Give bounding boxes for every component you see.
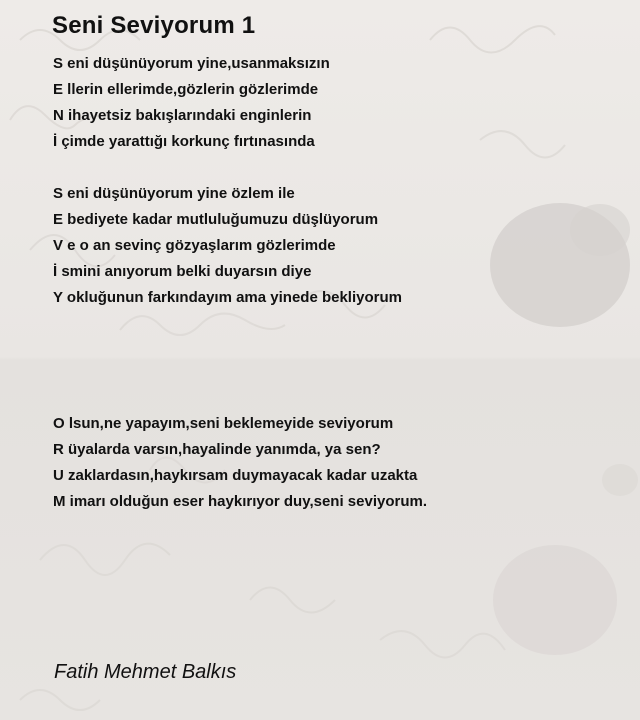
poem-line: R üyalarda varsın,hayalinde yanımda, ya sen? (53, 441, 381, 458)
poem-line: M imarı olduğun eser haykırıyor duy,seni seviyorum. (53, 493, 428, 510)
poem-line: E llerin ellerimde,gözlerin gözlerimde (53, 81, 319, 98)
poem-author: Fatih Mehmet Balkıs (54, 661, 237, 683)
poem-line: İ çimde yarattığı korkunç fırtınasında (53, 133, 315, 150)
poem-line: N ihayetsiz bakışlarındaki enginlerin (53, 107, 312, 124)
poem-line: U zaklardasın,haykırsam duymayacak kadar uzakta (53, 467, 418, 484)
stanza-1 (53, 51, 330, 155)
poem-line: V e o an sevinç gözyaşlarım gözlerimde (53, 237, 336, 254)
poem-line: S eni düşünüyorum yine,usanmaksızın (53, 55, 330, 72)
poem-line: İ smini anıyorum belki duyarsın diye (53, 263, 312, 280)
poem-line: S eni düşünüyorum yine özlem ile (53, 185, 295, 202)
stanza-2 (53, 181, 402, 311)
stanza-3 (53, 411, 427, 515)
poem-line: Y okluğunun farkındayım ama yinede bekliyorum (53, 289, 402, 306)
poem-title: Seni Seviyorum 1 (52, 12, 256, 39)
poem-line: O lsun,ne yapayım,seni beklemeyide seviyorum (53, 415, 394, 432)
poem-line: E bediyete kadar mutluluğumuzu düşlüyorum (53, 211, 379, 228)
